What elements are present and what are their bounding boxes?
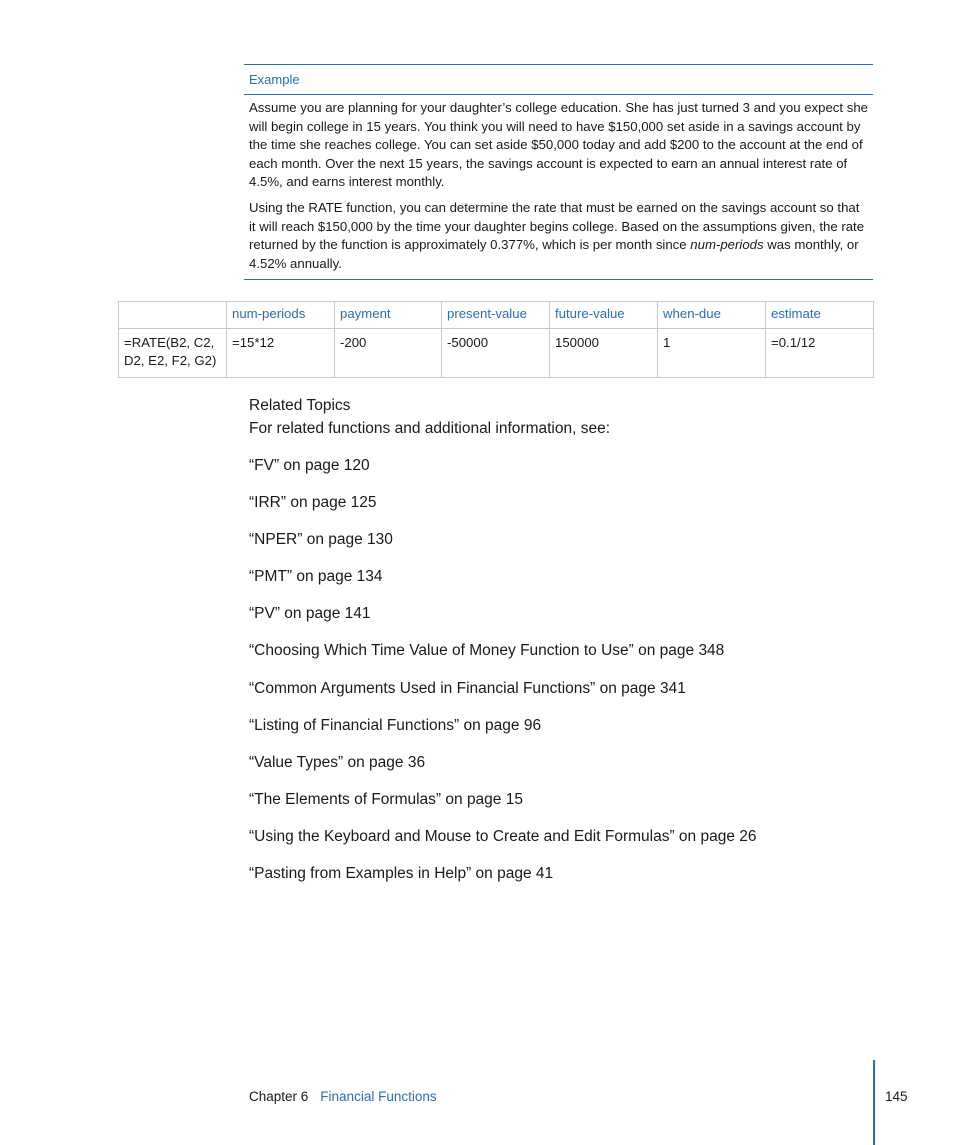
table-cell: =RATE(B2, C2, D2, E2, F2, G2): [119, 329, 227, 378]
table-cell: =0.1/12: [766, 329, 874, 378]
example-heading: Example: [244, 65, 873, 95]
table-header-cell: estimate: [766, 302, 874, 329]
table-cell: =15*12: [227, 329, 335, 378]
related-topic-link[interactable]: “Choosing Which Time Value of Money Function to Use” on page 348: [249, 642, 725, 660]
table-header-cell: when-due: [658, 302, 766, 329]
related-topic-link[interactable]: “Common Arguments Used in Financial Functions” on page 341: [249, 679, 686, 697]
related-topic-link[interactable]: “Listing of Financial Functions” on page 96: [249, 716, 542, 734]
example-paragraph-1: Assume you are planning for your daughter’s college education. She has just turned 3 and you expect she will begin college in 15 years. You think you will need to have $150,000 set aside in a savings account by the time she reaches college. You can set aside $50,000 today and add $200 to the account at the end of each month. Over the next 15 years, the savings account is expected to earn an annual interest rate of 4.5%, and earns interest monthly.: [249, 100, 868, 190]
table-cell: 150000: [550, 329, 658, 378]
table-header-cell: [119, 302, 227, 329]
rate-example-table: [118, 301, 874, 378]
page-number: 145: [885, 1089, 908, 1104]
example-paragraph-2-italic: num-periods: [690, 237, 764, 253]
related-topics-list: [249, 455, 889, 885]
example-paragraph-2: [244, 199, 873, 273]
related-topics-title: Related Topics: [249, 397, 351, 414]
table-cell: -50000: [442, 329, 550, 378]
table-header-cell: payment: [335, 302, 442, 329]
table-row: [119, 329, 874, 378]
related-topic-link[interactable]: “Using the Keyboard and Mouse to Create and Edit Formulas” on page 26: [249, 827, 757, 845]
example-box: [244, 64, 873, 280]
footer-divider: [873, 1060, 875, 1145]
related-topic-link[interactable]: “Value Types” on page 36: [249, 753, 426, 771]
related-topic-link[interactable]: “IRR” on page 125: [249, 494, 377, 512]
related-topic-link[interactable]: “The Elements of Formulas” on page 15: [249, 790, 523, 808]
footer-chapter-number: Chapter 6: [249, 1089, 309, 1104]
example-paragraph-2-text-a: Using the RATE function, you can determine the rate that must be earned on the savings account so that it will reach $150,000 by the time your daughter begins college. Based on the assumptions given, the rate returned by the function is approximately 0.377%, which is per month since: [249, 199, 865, 253]
related-topics-intro: For related functions and additional information, see:: [249, 420, 611, 437]
related-topic-link[interactable]: “PV” on page 141: [249, 605, 371, 623]
table-header-cell: future-value: [550, 302, 658, 329]
footer-chapter-title[interactable]: Financial Functions: [320, 1089, 437, 1104]
example-paragraph-2-text-b: was monthly, or 4.52% annually.: [249, 237, 859, 271]
related-topic-link[interactable]: “FV” on page 120: [249, 457, 370, 474]
table-cell: 1: [658, 329, 766, 378]
table-header-row: [119, 302, 874, 329]
table-cell: -200: [335, 329, 442, 378]
related-topic-link[interactable]: “NPER” on page 130: [249, 531, 393, 549]
related-topics-section: [249, 395, 889, 900]
table-header-cell: num-periods: [227, 302, 335, 329]
footer-chapter: [249, 1087, 437, 1107]
related-topic-link[interactable]: “PMT” on page 134: [249, 568, 383, 586]
related-topic-link[interactable]: “Pasting from Examples in Help” on page 41: [249, 865, 554, 883]
table-header-cell: present-value: [442, 302, 550, 329]
